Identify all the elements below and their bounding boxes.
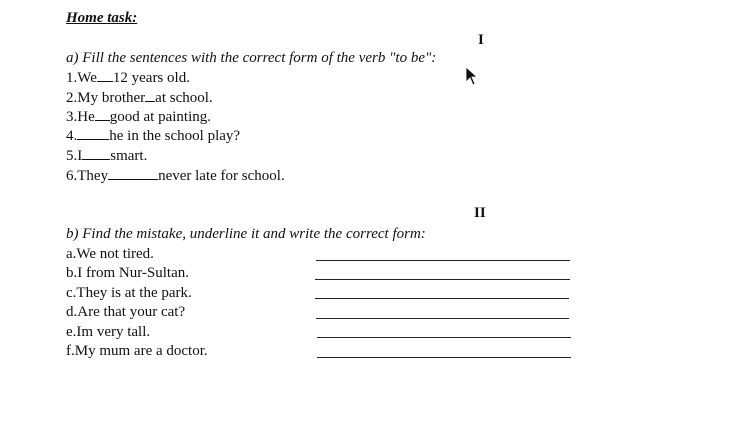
answer-line bbox=[316, 260, 570, 261]
section-1-instruction: a) Fill the sentences with the correct form of the verb "to be": bbox=[66, 50, 437, 66]
answer-line bbox=[317, 357, 571, 358]
fill-blank bbox=[82, 147, 110, 160]
exercise-2-item: d.Are that your cat? bbox=[66, 304, 186, 320]
exercise-1-item bbox=[66, 89, 213, 107]
section-number-2: II bbox=[474, 205, 486, 221]
exercise-1-item bbox=[66, 167, 285, 185]
answer-line bbox=[317, 337, 571, 338]
answer-line bbox=[316, 318, 569, 319]
fill-blank bbox=[145, 89, 155, 102]
exercise-2-item: a.We not tired. bbox=[66, 246, 154, 262]
exercise-1-item bbox=[66, 127, 240, 145]
item-text-after: never late for school. bbox=[158, 168, 285, 184]
item-text-after: good at painting. bbox=[109, 109, 211, 125]
fill-blank bbox=[95, 108, 110, 121]
item-text-after: 12 years old. bbox=[112, 70, 190, 86]
fill-blank bbox=[77, 127, 109, 140]
exercise-2-item: c.They is at the park. bbox=[66, 285, 192, 301]
exercise-1-item bbox=[66, 147, 147, 165]
exercise-2-item: e.Im very tall. bbox=[66, 324, 151, 340]
item-text-before: 1.We bbox=[66, 70, 97, 86]
section-number-1: I bbox=[478, 32, 484, 48]
item-text-after: at school. bbox=[155, 90, 213, 106]
item-text-after: he in the school play? bbox=[109, 128, 241, 144]
item-text-before: 2.My brother bbox=[66, 90, 146, 106]
fill-blank bbox=[97, 69, 113, 82]
exercise-2-item: b.I from Nur-Sultan. bbox=[66, 265, 190, 281]
item-text-before: 5.I bbox=[66, 148, 83, 164]
item-text-before: 4. bbox=[66, 128, 78, 144]
answer-line bbox=[315, 298, 569, 299]
answer-line bbox=[315, 279, 570, 280]
page-title: Home task: bbox=[66, 10, 138, 26]
exercise-2-item: f.My mum are a doctor. bbox=[66, 343, 208, 359]
item-text-before: 3.He bbox=[66, 109, 95, 125]
item-text-before: 6.They bbox=[66, 168, 109, 184]
mouse-pointer-icon bbox=[465, 66, 479, 86]
exercise-1-item bbox=[66, 69, 190, 87]
item-text-after: smart. bbox=[110, 148, 148, 164]
section-2-instruction: b) Find the mistake, underline it and write the correct form: bbox=[66, 226, 426, 242]
fill-blank bbox=[108, 167, 158, 180]
exercise-1-item bbox=[66, 108, 211, 126]
